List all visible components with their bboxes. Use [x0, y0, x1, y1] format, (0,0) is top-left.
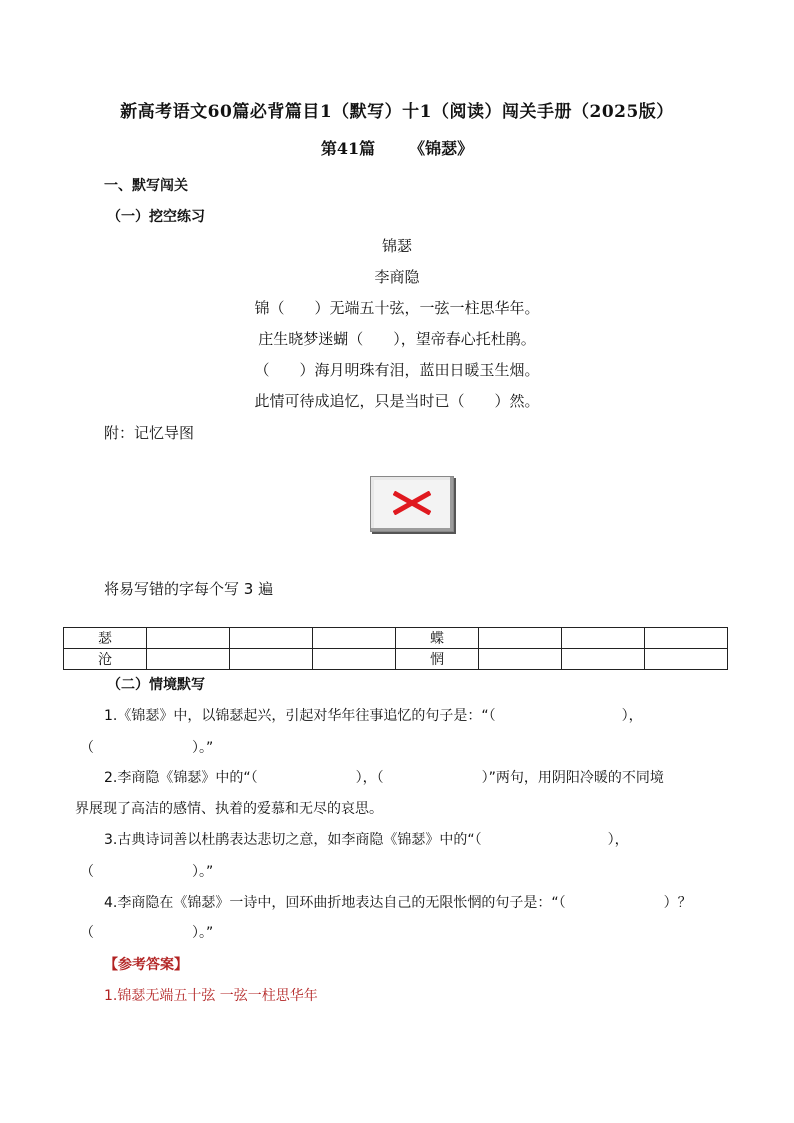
poem-line: （ ）海月明珠有泪，蓝田日暖玉生烟。	[254, 361, 540, 379]
table-cell: 瑟	[64, 628, 147, 649]
table-cell[interactable]	[562, 628, 645, 649]
question-4-line-1: 4.李商隐在《锦瑟》一诗中，回环曲折地表达自己的无限怅惘的句子是：“（ ）？	[104, 895, 692, 911]
poem-line: 庄生晓梦迷蝴（ ），望帝春心托杜鹃。	[258, 330, 536, 348]
question-1-line-1: 1.《锦瑟》中，以锦瑟起兴，引起对华年往事追忆的句子是：“（ ），	[104, 708, 643, 724]
table-cell[interactable]	[313, 628, 396, 649]
chapter-number: 第41篇	[320, 139, 376, 158]
table-cell[interactable]	[147, 649, 230, 670]
question-4-line-2: （ ）。”	[80, 925, 214, 941]
question-3-line-1: 3.古典诗词善以杜鹃表达悲切之意，如李商隐《锦瑟》中的“（ ），	[104, 832, 629, 848]
table-row	[64, 649, 728, 670]
poem-author: 李商隐	[374, 268, 420, 286]
table-row	[64, 628, 728, 649]
document-title: 新高考语文60篇必背篇目1（默写）十1（阅读）闯关手册（2025版）	[120, 102, 674, 122]
table-cell[interactable]	[479, 649, 562, 670]
poem-line: 锦（ ）无端五十弦，一弦一柱思华年。	[254, 299, 540, 317]
chapter-poem-title: 《锦瑟》	[409, 139, 474, 158]
answer-line-1: 1.锦瑟无端五十弦 一弦一柱思华年	[104, 988, 318, 1004]
table-cell[interactable]	[479, 628, 562, 649]
table-cell[interactable]	[147, 628, 230, 649]
table-cell[interactable]	[230, 649, 313, 670]
section-heading-dictation: 一、默写闯关	[104, 178, 188, 194]
practice-instruction: 将易写错的字每个写 3 遍	[104, 580, 274, 598]
table-cell[interactable]	[645, 628, 728, 649]
poem-line: 此情可待成追忆，只是当时已（ ）然。	[254, 392, 540, 410]
table-cell[interactable]	[313, 649, 396, 670]
appendix-label: 附：记忆导图	[104, 424, 195, 442]
chapter-subtitle	[0, 136, 794, 159]
table-cell[interactable]	[230, 628, 313, 649]
table-cell: 惘	[396, 649, 479, 670]
table-cell: 沧	[64, 649, 147, 670]
subsection-heading-fill-blank: （一）挖空练习	[107, 209, 205, 225]
table-cell[interactable]	[645, 649, 728, 670]
question-3-line-2: （ ）。”	[80, 864, 214, 880]
poem-title: 锦瑟	[381, 237, 412, 255]
table-cell[interactable]	[562, 649, 645, 670]
broken-image-x-icon	[393, 491, 431, 515]
subsection-heading-context-dictation: （二）情境默写	[107, 677, 205, 693]
character-practice-table	[63, 627, 728, 670]
question-2-line-2: 界展现了高洁的感情、执着的爱慕和无尽的哀思。	[75, 801, 383, 817]
table-cell: 蝶	[396, 628, 479, 649]
question-2-line-1: 2.李商隐《锦瑟》中的“（ ），（ ）”两句，用阴阳冷暖的不同境	[104, 770, 664, 786]
memory-map-image-placeholder	[370, 476, 454, 532]
answer-heading: 【参考答案】	[104, 957, 188, 973]
question-1-line-2: （ ）。”	[80, 740, 214, 756]
